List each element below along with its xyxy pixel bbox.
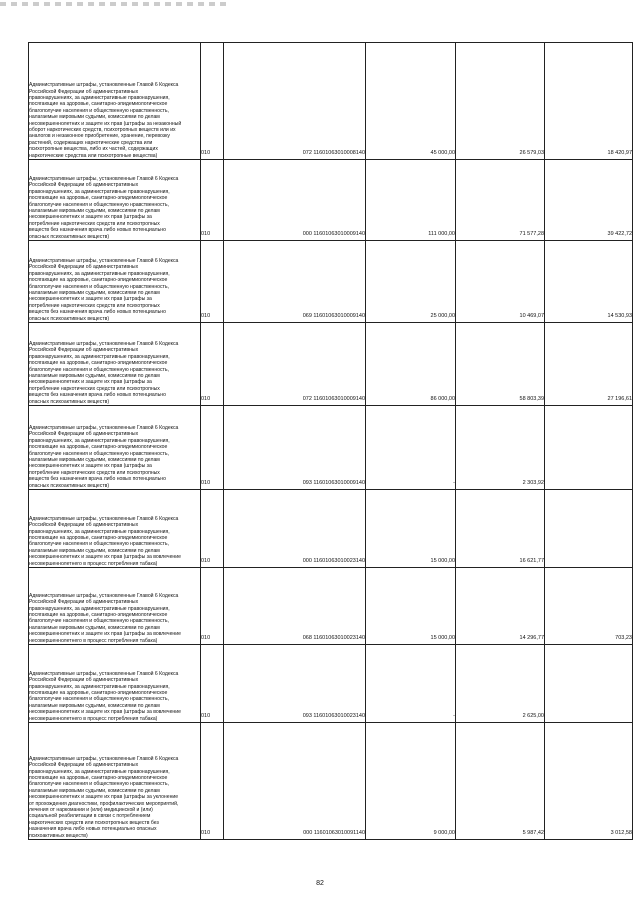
row-executed: 26 579,03 — [456, 43, 545, 160]
row-approved: - — [366, 406, 456, 490]
row-description: Административные штрафы, установленные Главой 6 Кодекса Российской Федерации об административных правонарушениях, за административные правонарушения, посягающие на здоровье, санитарно-эпидемиологическое благополучие населения и общественную нравственность, налагаемые мировыми судьями, комиссиями по делам несовершеннолетних и защите их прав (штрафы за потребление наркотических средств или психотропных веществ без назначения врача либо новых потенциально опасных психоактивных веществ) — [29, 160, 201, 241]
table-row — [29, 645, 633, 723]
row-description: Административные штрафы, установленные Главой 6 Кодекса Российской Федерации об административных правонарушениях, за административные правонарушения, посягающие на здоровье, санитарно-эпидемиологическое благополучие населения и общественную нравственность, налагаемые мировыми судьями, комиссиями по делам несовершеннолетних и защите их прав (штрафы за потребление наркотических средств или психотропных веществ без назначения врача либо новых потенциально опасных психоактивных веществ) — [29, 241, 201, 323]
row-line-code: 010 — [201, 645, 224, 723]
row-approved: 25 000,00 — [366, 241, 456, 323]
row-executed: 5 987,42 — [456, 723, 545, 840]
table-row — [29, 406, 633, 490]
row-line-code: 010 — [201, 241, 224, 323]
row-remaining: 3 012,58 — [545, 723, 633, 840]
row-budget-code: 000 11601063010009140 — [224, 160, 366, 241]
row-executed: 14 296,77 — [456, 568, 545, 645]
row-line-code: 010 — [201, 323, 224, 406]
row-description: Административные штрафы, установленные Главой 6 Кодекса Российской Федерации об административных правонарушениях, за административные правонарушения, посягающие на здоровье, санитарно-эпидемиологическое благополучие населения и общественную нравственность, налагаемые мировыми судьями, комиссиями по делам несовершеннолетних и защите их прав (штрафы за вовлечение несовершеннолетнего в процесс потребления табака) — [29, 568, 201, 645]
table-row — [29, 323, 633, 406]
row-remaining — [545, 406, 633, 490]
table-row — [29, 160, 633, 241]
row-line-code: 010 — [201, 406, 224, 490]
row-budget-code: 072 11601063010008140 — [224, 43, 366, 160]
row-description: Административные штрафы, установленные Главой 6 Кодекса Российской Федерации об административных правонарушениях, за административные правонарушения, посягающие на здоровье, санитарно-эпидемиологическое благополучие населения и общественную нравственность, налагаемые мировыми судьями, комиссиями по делам несовершеннолетних и защите их прав (штрафы за незаконный оборот наркотических средств, психотропных веществ или их аналогов и незаконное приобретение, хранение, перевозку растений, содержащих наркотические средства или психотропные вещества, либо их частей, содержащих наркотические средства или психотропные вещества) — [29, 43, 201, 160]
table-row — [29, 723, 633, 840]
row-description: Административные штрафы, установленные Главой 6 Кодекса Российской Федерации об административных правонарушениях, за административные правонарушения, посягающие на здоровье, санитарно-эпидемиологическое благополучие населения и общественную нравственность, налагаемые мировыми судьями, комиссиями по делам несовершеннолетних и защите их прав (штрафы за уклонение от прохождения диагностики, профилактических мероприятий, лечения от наркомании и (или) медицинской и (или) социальной реабилитации в связи с потреблением наркотических средств или психотропных веществ без назначения врача либо новых потенциально опасных психоактивных веществ) — [29, 723, 201, 840]
row-remaining: 14 530,93 — [545, 241, 633, 323]
row-remaining: 18 420,97 — [545, 43, 633, 160]
row-executed: 71 577,28 — [456, 160, 545, 241]
row-approved: 15 000,00 — [366, 490, 456, 568]
row-remaining: 39 422,72 — [545, 160, 633, 241]
row-line-code: 010 — [201, 723, 224, 840]
row-line-code: 010 — [201, 490, 224, 568]
row-executed: 16 621,77 — [456, 490, 545, 568]
table-row — [29, 490, 633, 568]
row-line-code: 010 — [201, 43, 224, 160]
row-description: Административные штрафы, установленные Главой 6 Кодекса Российской Федерации об административных правонарушениях, за административные правонарушения, посягающие на здоровье, санитарно-эпидемиологическое благополучие населения и общественную нравственность, налагаемые мировыми судьями, комиссиями по делам несовершеннолетних и защите их прав (штрафы за потребление наркотических средств или психотропных веществ без назначения врача либо новых потенциально опасных психоактивных веществ) — [29, 323, 201, 406]
row-budget-code: 069 11601063010009140 — [224, 241, 366, 323]
table-row — [29, 568, 633, 645]
row-budget-code: 068 11601063010023140 — [224, 568, 366, 645]
row-budget-code: 093 11601063010023140 — [224, 645, 366, 723]
row-remaining — [545, 645, 633, 723]
row-approved: 86 000,00 — [366, 323, 456, 406]
row-remaining: 27 196,61 — [545, 323, 633, 406]
row-budget-code: 093 11601063010009140 — [224, 406, 366, 490]
row-executed: 10 469,07 — [456, 241, 545, 323]
row-approved: 45 000,00 — [366, 43, 456, 160]
row-budget-code: 072 11601063010009140 — [224, 323, 366, 406]
page-number: 82 — [316, 880, 324, 887]
row-budget-code: 000 11601063010023140 — [224, 490, 366, 568]
row-description: Административные штрафы, установленные Главой 6 Кодекса Российской Федерации об административных правонарушениях, за административные правонарушения, посягающие на здоровье, санитарно-эпидемиологическое благополучие населения и общественную нравственность, налагаемые мировыми судьями, комиссиями по делам несовершеннолетних и защите их прав (штрафы за вовлечение несовершеннолетнего в процесс потребления табака) — [29, 490, 201, 568]
row-executed: 2 303,92 — [456, 406, 545, 490]
row-executed: 2 625,00 — [456, 645, 545, 723]
revenue-table — [28, 42, 633, 840]
scan-artifact — [0, 2, 230, 6]
row-remaining: 703,23 — [545, 568, 633, 645]
row-approved: 111 000,00 — [366, 160, 456, 241]
table-row — [29, 241, 633, 323]
row-description: Административные штрафы, установленные Главой 6 Кодекса Российской Федерации об административных правонарушениях, за административные правонарушения, посягающие на здоровье, санитарно-эпидемиологическое благополучие населения и общественную нравственность, налагаемые мировыми судьями, комиссиями по делам несовершеннолетних и защите их прав (штрафы за потребление наркотических средств или психотропных веществ без назначения врача либо новых потенциально опасных психоактивных веществ) — [29, 406, 201, 490]
row-line-code: 010 — [201, 568, 224, 645]
row-description: Административные штрафы, установленные Главой 6 Кодекса Российской Федерации об административных правонарушениях, за административные правонарушения, посягающие на здоровье, санитарно-эпидемиологическое благополучие населения и общественную нравственность, налагаемые мировыми судьями, комиссиями по делам несовершеннолетних и защите их прав (штрафы за вовлечение несовершеннолетнего в процесс потребления табака) — [29, 645, 201, 723]
row-executed: 58 803,39 — [456, 323, 545, 406]
table-row — [29, 43, 633, 160]
row-budget-code: 000 11601063010091140 — [224, 723, 366, 840]
row-approved: 9 000,00 — [366, 723, 456, 840]
row-line-code: 010 — [201, 160, 224, 241]
row-approved: 15 000,00 — [366, 568, 456, 645]
row-remaining — [545, 490, 633, 568]
row-approved: - — [366, 645, 456, 723]
